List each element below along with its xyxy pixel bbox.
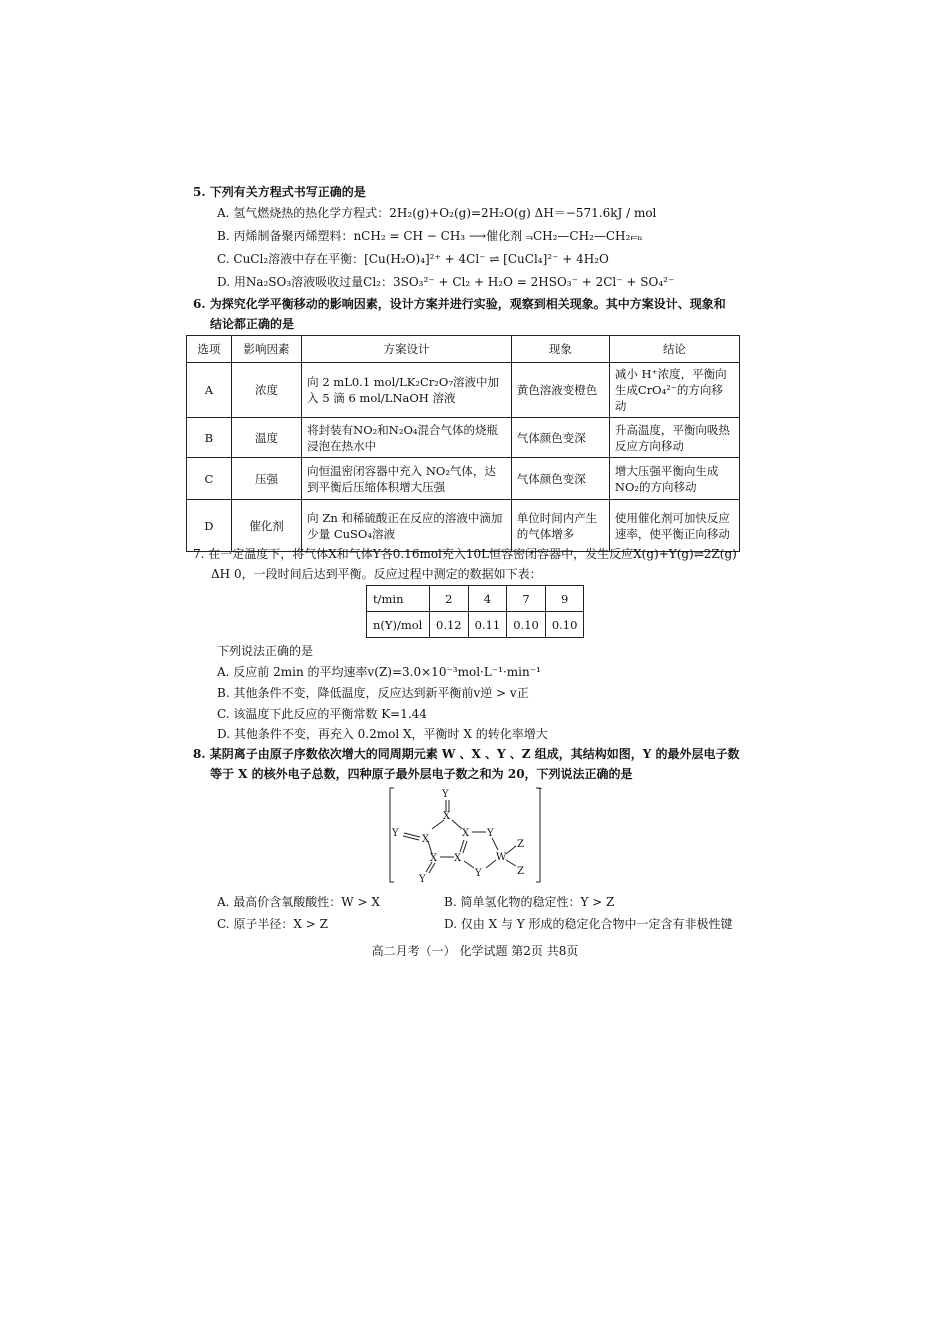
atom-label: X	[422, 834, 430, 845]
q6-row-c-design: 向恒温密闭容器中充入 NO₂气体，达到平衡后压缩体积增大压强	[302, 458, 512, 500]
q6-row-a-phenomenon: 黄色溶液变橙色	[511, 363, 609, 418]
q6-header-option: 选项	[187, 336, 232, 363]
q6-row-c-option: C	[187, 458, 232, 500]
q6-header-factor: 影响因素	[231, 336, 301, 363]
q7-time-cell: 4	[468, 586, 507, 612]
q8-stem-line1: 8. 某阴离子由原子序数依次增大的同周期元素 W 、X 、Y 、Z 组成，其结构如图，Y 的最外层电子数	[193, 747, 740, 761]
q6-row-d-option: D	[187, 500, 232, 552]
q7-amount-cell: 0.10	[507, 612, 546, 638]
q6-row-b-option: B	[187, 418, 232, 458]
q8-option-a: A. 最高价含氧酸酸性：W > X	[217, 895, 380, 909]
atom-label: Y	[475, 868, 482, 879]
atom-label: X	[443, 811, 451, 822]
q7-data-table	[366, 585, 584, 638]
q6-row-a-design: 向 2 mL0.1 mol/LK₂Cr₂O₇溶液中加入 5 滴 6 mol/LNaOH 溶液	[302, 363, 512, 418]
table-row	[187, 500, 740, 552]
q7-prompt: 下列说法正确的是	[217, 644, 314, 658]
q6-row-a-conclusion: 减小 H⁺浓度，平衡向生成CrO₄²⁻的方向移动	[609, 363, 739, 418]
q5-option-d: D. 用Na₂SO₃溶液吸收过量Cl₂：3SO₃²⁻ + Cl₂ + H₂O = 2HSO₃⁻ + 2Cl⁻ + SO₄²⁻	[217, 275, 675, 289]
q6-stem-line1: 6. 为探究化学平衡移动的影响因素，设计方案并进行实验，观察到相关现象。其中方案设计、现象和	[193, 297, 726, 311]
q7-time-cell: 2	[430, 586, 469, 612]
atom-label: X	[430, 853, 438, 864]
atom-label: W	[496, 852, 507, 863]
q6-header-phenomenon: 现象	[511, 336, 609, 363]
q7-stem-line1: 7. 在一定温度下，将气体X和气体Y各0.16mol充入10L恒容密闭容器中，发生反应X(g)+Y(g)⇌2Z(g)	[193, 547, 737, 561]
q5-stem: 5. 下列有关方程式书写正确的是	[193, 185, 366, 199]
q7-option-d: D. 其他条件不变，再充入 0.2mol X，平衡时 X 的转化率增大	[217, 727, 548, 741]
q7-option-a: A. 反应前 2min 的平均速率v(Z)=3.0×10⁻³mol·L⁻¹·min⁻¹	[217, 665, 541, 679]
q6-row-c-conclusion: 增大压强平衡向生成NO₂的方向移动	[609, 458, 739, 500]
q6-row-b-conclusion: 升高温度，平衡向吸热反应方向移动	[609, 418, 739, 458]
atom-label: X	[462, 828, 470, 839]
atom-label: Y	[392, 828, 399, 839]
q7-option-b: B. 其他条件不变，降低温度，反应达到新平衡前v逆 > v正	[217, 686, 529, 700]
q6-row-d-conclusion: 使用催化剂可加快反应速率，使平衡正向移动	[609, 500, 739, 552]
q6-row-b-factor: 温度	[231, 418, 301, 458]
q7-amount-cell: 0.12	[430, 612, 469, 638]
q6-row-d-factor: 催化剂	[231, 500, 301, 552]
q7-amount-cell: 0.11	[468, 612, 507, 638]
q7-option-c: C. 该温度下此反应的平衡常数 K=1.44	[217, 707, 427, 721]
atom-label: X	[454, 853, 462, 864]
q8-option-d: D. 仅由 X 与 Y 形成的稳定化合物中一定含有非极性键	[444, 917, 733, 931]
table-row	[187, 458, 740, 500]
q7-amount-cell: 0.10	[545, 612, 584, 638]
q6-row-c-factor: 压强	[231, 458, 301, 500]
q7-time-cell: 7	[507, 586, 546, 612]
q6-row-b-design: 将封装有NO₂和N₂O₄混合气体的烧瓶浸泡在热水中	[302, 418, 512, 458]
table-row	[187, 363, 740, 418]
q8-option-b: B. 简单氢化物的稳定性：Y > Z	[444, 895, 615, 909]
q6-table-header	[187, 336, 740, 363]
q7-time-label: t/min	[367, 586, 430, 612]
q6-row-c-phenomenon: 气体颜色变深	[511, 458, 609, 500]
q8-stem-line2: 等于 X 的核外电子总数，四种原子最外层电子数之和为 20，下列说法正确的是	[210, 767, 633, 781]
atom-label: Z	[517, 839, 524, 850]
atom-label: Y	[442, 789, 449, 800]
atom-label: Y	[487, 828, 494, 839]
q6-row-a-factor: 浓度	[231, 363, 301, 418]
atom-label: Y	[419, 874, 426, 884]
atom-label: Z	[517, 866, 524, 877]
q6-row-a-option: A	[187, 363, 232, 418]
q6-row-d-phenomenon: 单位时间内产生的气体增多	[511, 500, 609, 552]
q5-option-c: C. CuCl₂溶液中存在平衡：[Cu(H₂O)₄]²⁺ + 4Cl⁻ ⇌ [CuCl₄]²⁻ + 4H₂O	[217, 252, 609, 266]
q5-option-a: A. 氢气燃烧热的热化学方程式：2H₂(g)+O₂(g)=2H₂O(g) ΔH＝−571.6kJ / mol	[217, 206, 657, 220]
q6-table	[186, 335, 740, 552]
q6-row-d-design: 向 Zn 和稀硫酸正在反应的溶液中滴加少量 CuSO₄溶液	[302, 500, 512, 552]
q6-header-conclusion: 结论	[609, 336, 739, 363]
table-row	[187, 418, 740, 458]
q7-amount-label: n(Y)/mol	[367, 612, 430, 638]
anion-structure-diagram	[386, 784, 546, 884]
q7-time-cell: 9	[545, 586, 584, 612]
q8-option-c: C. 原子半径：X > Z	[217, 917, 328, 931]
q6-stem-line2: 结论都正确的是	[210, 317, 295, 331]
table-row	[367, 586, 584, 612]
q6-header-design: 方案设计	[302, 336, 512, 363]
q5-option-b: B. 丙烯制备聚丙烯塑料：nCH₂ = CH − CH₃ ⟶催化剂 ⫬CH₂—CH₂—CH₂⫭ₙ	[217, 229, 643, 243]
charge-label: ⁻	[538, 786, 544, 797]
q7-stem-line2: ΔH 0，一段时间后达到平衡。反应过程中测定的数据如下表：	[211, 567, 542, 581]
q6-row-b-phenomenon: 气体颜色变深	[511, 418, 609, 458]
table-row	[367, 612, 584, 638]
page-footer: 高二月考（一） 化学试题 第2页 共8页	[371, 944, 579, 958]
